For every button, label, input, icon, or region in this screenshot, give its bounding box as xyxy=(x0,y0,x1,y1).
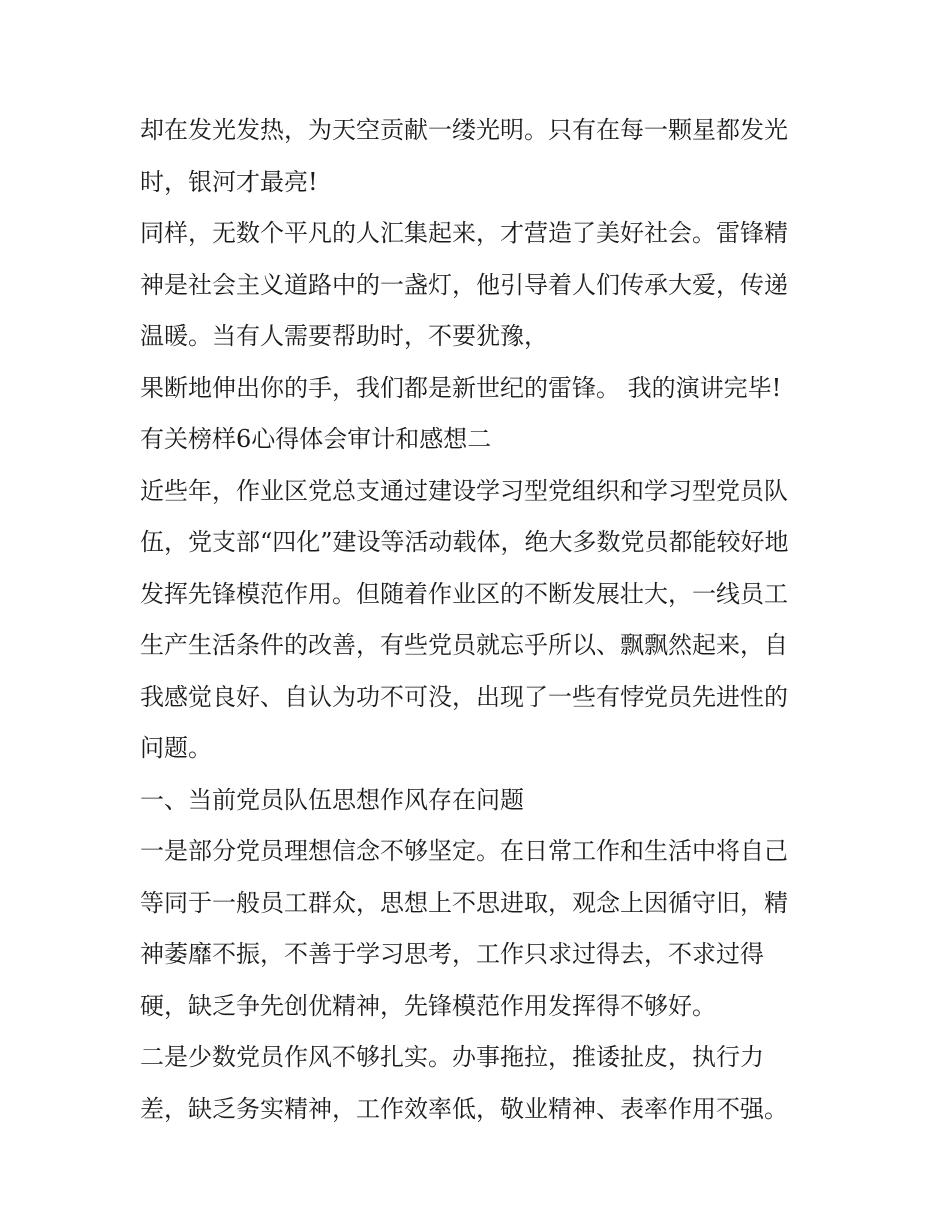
text-line: 我感觉良好、自认为功不可没，出现了一些有悖党员先进性的 xyxy=(140,682,788,711)
text-line: 却在发光发热，为天空贡献一缕光明。只有在每一颗星都发光 xyxy=(140,116,788,144)
text-line: 差，缺乏务实精神，工作效率低，敬业精神、表率作用不强。 xyxy=(140,1094,788,1123)
text-line: 发挥先锋模范作用。但随着作业区的不断发展壮大，一线员工 xyxy=(140,579,788,608)
document-body xyxy=(140,105,820,1135)
text-line: 温暖。当有人需要帮助时，不要犹豫， xyxy=(140,322,548,350)
text-line: 果断地伸出你的手，我们都是新世纪的雷锋。 我的演讲完毕! xyxy=(140,373,782,402)
text-line: 硬，缺乏争先创优精神，先锋模范作用发挥得不够好。 xyxy=(140,991,716,1020)
text-line: 近些年，作业区党总支通过建设学习型党组织和学习型党员队 xyxy=(140,476,788,505)
text-line: 二是少数党员作风不够扎实。办事拖拉，推诿扯皮，执行力 xyxy=(140,1043,764,1071)
text-line: 神是社会主义道路中的一盏灯，他引导着人们传承大爱，传递 xyxy=(140,270,788,299)
text-line: 时，银河才最亮! xyxy=(140,167,318,196)
section-heading: 一、当前党员队伍思想作风存在问题 xyxy=(140,785,524,814)
text-line: 问题。 xyxy=(140,734,212,762)
text-line: 同样，无数个平凡的人汇集起来，才营造了美好社会。雷锋精 xyxy=(140,219,788,247)
text-line: 等同于一般员工群众，思想上不思进取，观念上因循守旧，精 xyxy=(140,888,788,917)
section-heading: 有关榜样6心得体会审计和感想二 xyxy=(140,425,492,453)
text-line: 伍，党支部“四化”建设等活动载体，绝大多数党员都能较好地 xyxy=(140,528,789,556)
text-line: 神萎靡不振，不善于学习思考，工作只求过得去，不求过得 xyxy=(140,940,764,968)
text-line: 一是部分党员理想信念不够坚定。在日常工作和生活中将自己 xyxy=(140,837,788,865)
text-line: 生产生活条件的改善，有些党员就忘乎所以、飘飘然起来，自 xyxy=(140,631,788,659)
